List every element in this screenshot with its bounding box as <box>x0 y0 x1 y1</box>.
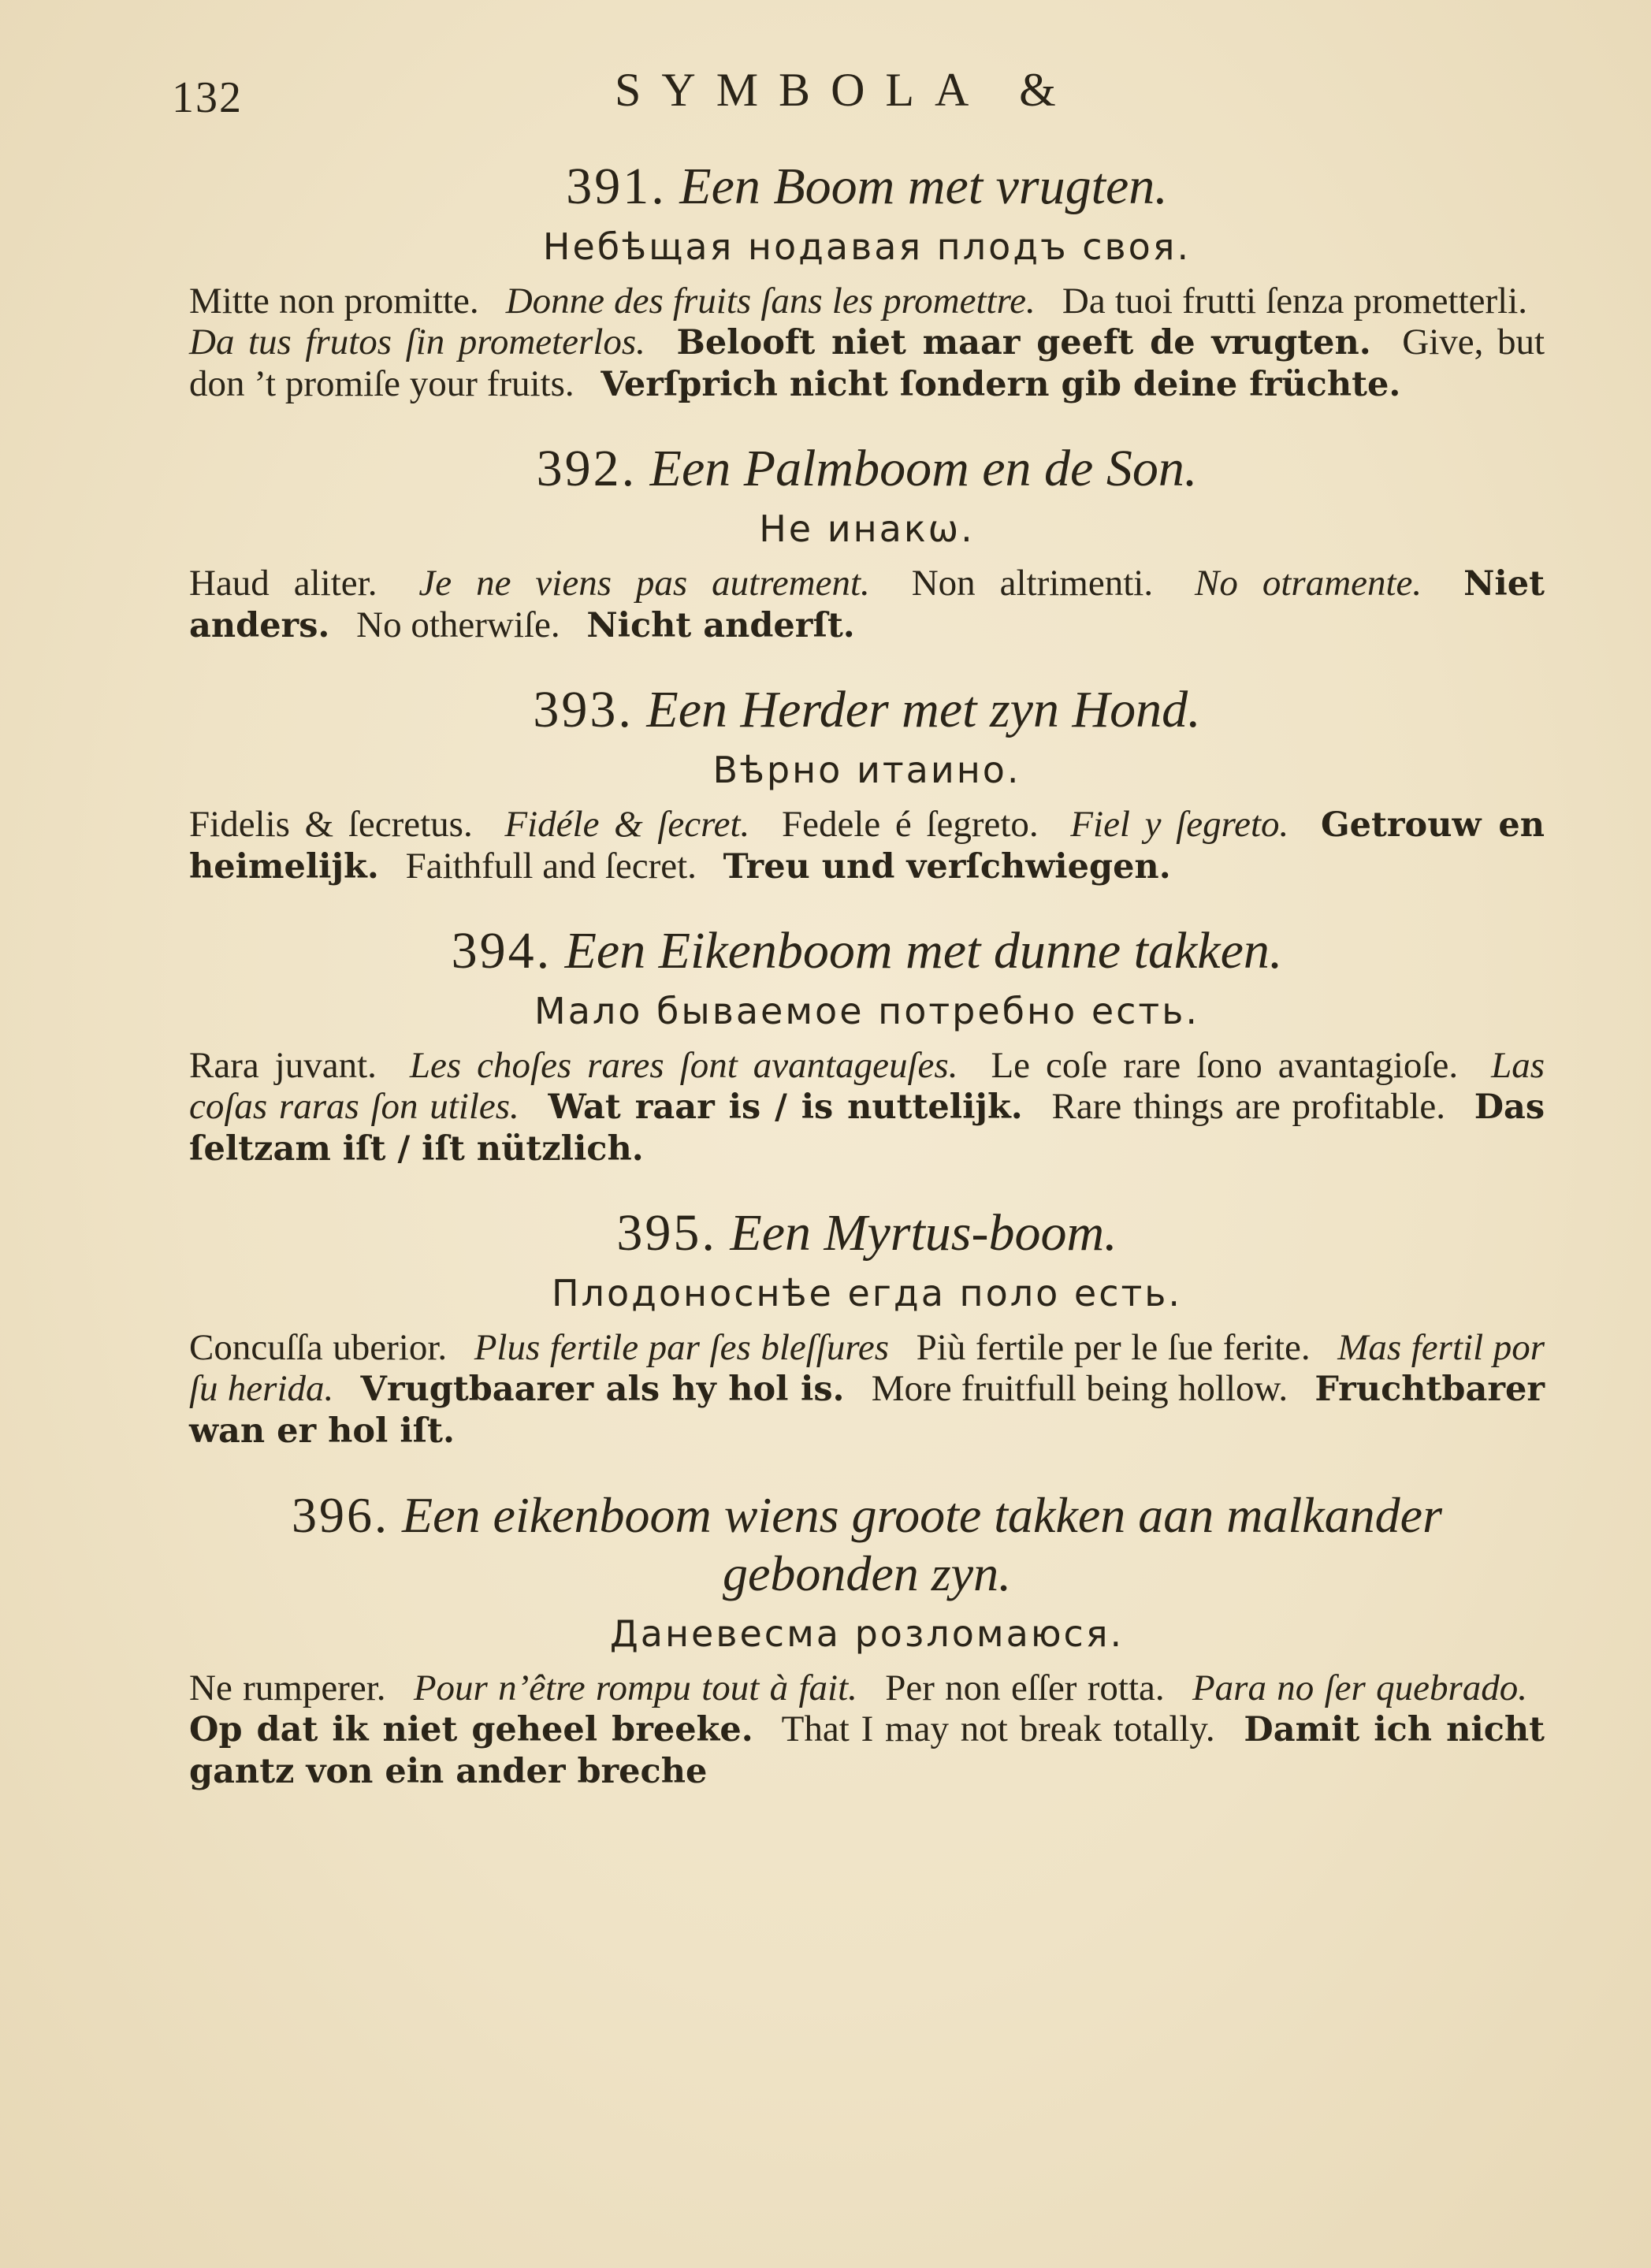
translation-italian: Fedele é ſegreto. <box>781 804 1039 845</box>
entry-title: Een Boom met vrugten. <box>679 158 1168 215</box>
translation-latin: Rara juvant. <box>189 1045 377 1086</box>
translation-latin: Concuſſa uberior. <box>189 1327 448 1368</box>
entry-title: Een Herder met zyn Hond. <box>646 681 1201 738</box>
translations <box>189 1668 1545 1792</box>
running-head: SYMBOLA & <box>615 64 1076 116</box>
translation-dutch: Vrugtbaarer als hy hol is. <box>360 1370 845 1409</box>
translation-dutch: Niet anders. <box>189 564 1545 645</box>
translation-dutch: Wat raar is / is nuttelijk. <box>548 1088 1023 1127</box>
translation-latin: Mitte non promitte. <box>189 281 479 322</box>
entry-heading <box>189 681 1545 739</box>
translation-latin: Fidelis & ſecretus. <box>189 804 473 845</box>
entry-heading <box>189 1204 1545 1262</box>
translation-dutch: Belooft niet maar geeft de vrugten. <box>676 323 1371 363</box>
entry-number: 391. <box>566 158 667 215</box>
translation-english: Rare things are profitable. <box>1051 1086 1445 1127</box>
entry-heading <box>189 922 1545 980</box>
slavonic-motto: Небѣщая нодавая плодъ своя. <box>542 225 1192 268</box>
translation-english: More fruitfull being hollow. <box>871 1368 1288 1409</box>
entry <box>189 158 1545 405</box>
translation-german: Verſprich nicht ſondern gib deine früchte. <box>601 365 1401 404</box>
translation-spanish: Fiel y ſegreto. <box>1070 804 1289 845</box>
translation-german: Das ſeltzam iſt / iſt nützlich. <box>189 1088 1545 1169</box>
translation-english: Give, but don ’t promiſe your fruits. <box>189 322 1545 404</box>
slavonic-motto: Вѣрно итаино. <box>712 749 1021 791</box>
slavonic-motto: Плодоноснѣе егда поло есть. <box>551 1272 1183 1314</box>
translation-french: Les choſes rares ſont avantageuſes. <box>409 1045 958 1086</box>
translation-spanish: Las coſas raras ſon utiles. <box>189 1045 1545 1127</box>
entry <box>189 1486 1545 1792</box>
entry-number: 396. <box>292 1487 390 1543</box>
entry <box>189 1204 1545 1452</box>
entry-number: 395. <box>616 1204 717 1262</box>
translation-french: Je ne viens pas autrement. <box>418 563 870 604</box>
translation-french: Fidéle & ſecret. <box>504 804 750 845</box>
translation-german: Damit ich nicht gantz von ein ander breche <box>189 1710 1545 1791</box>
translation-dutch: Getrouw en heimelijk. <box>189 805 1545 887</box>
translation-italian: Le coſe rare ſono avantagioſe. <box>991 1045 1459 1086</box>
translations <box>189 1327 1545 1452</box>
entry-heading <box>189 158 1545 216</box>
entry-number: 393. <box>533 681 634 738</box>
translation-german: Nicht anderſt. <box>586 606 855 645</box>
slavonic-motto: Даневесма розломаюся. <box>609 1612 1125 1655</box>
translation-spanish: Mas fertil por ſu herida. <box>189 1327 1545 1409</box>
translation-english: No otherwiſe. <box>356 604 560 645</box>
entry-heading <box>189 440 1545 498</box>
page-number: 132 <box>172 73 243 122</box>
entry <box>189 440 1545 646</box>
translation-french: Pour n’être rompu tout à fait. <box>413 1668 857 1708</box>
translation-spanish: No otramente. <box>1195 563 1422 604</box>
slavonic-motto: Не инакω. <box>759 508 975 550</box>
translation-dutch: Op dat ik niet geheel breeke. <box>189 1710 753 1749</box>
translation-german: Fruchtbarer wan er hol iſt. <box>189 1370 1545 1451</box>
slavonic-motto: Мало бываемое потребно есть. <box>534 990 1199 1032</box>
translation-italian: Per non eſſer rotta. <box>885 1668 1165 1708</box>
entries-list <box>189 158 1545 1827</box>
translation-english: Faithfull and ſecret. <box>405 846 697 887</box>
translations <box>189 563 1545 646</box>
translation-italian: Non altrimenti. <box>911 563 1154 604</box>
translations <box>189 804 1545 887</box>
translation-french: Donne des fruits ſans les promettre. <box>505 281 1036 322</box>
translations <box>189 281 1545 405</box>
translation-english: That I may not break totally. <box>781 1708 1215 1749</box>
translation-german: Treu und verſchwiegen. <box>723 847 1171 887</box>
entry-title: Een eikenboom wiens groote takken aan malkander gebonden zyn. <box>402 1487 1442 1601</box>
translations <box>189 1045 1545 1169</box>
entry <box>189 922 1545 1169</box>
entry-title: Een Palmboom en de Son. <box>649 440 1198 497</box>
translation-italian: Da tuoi frutti ſenza prometterli. <box>1062 281 1528 322</box>
translation-latin: Haud aliter. <box>189 563 377 604</box>
translation-latin: Ne rumperer. <box>189 1668 386 1708</box>
translation-french: Plus fertile par ſes bleſſures <box>474 1327 890 1368</box>
entry-heading <box>189 1486 1545 1603</box>
entry-title: Een Myrtus-boom. <box>730 1204 1117 1262</box>
entry-number: 392. <box>536 440 638 497</box>
entry-number: 394. <box>451 922 552 980</box>
entry <box>189 681 1545 887</box>
translation-italian: Più fertile per le ſue ferite. <box>916 1327 1311 1368</box>
entry-title: Een Eikenboom met dunne takken. <box>564 922 1283 980</box>
translation-spanish: Da tus frutos ſin prometerlos. <box>189 322 645 363</box>
translation-spanish: Para no ſer quebrado. <box>1192 1668 1528 1708</box>
